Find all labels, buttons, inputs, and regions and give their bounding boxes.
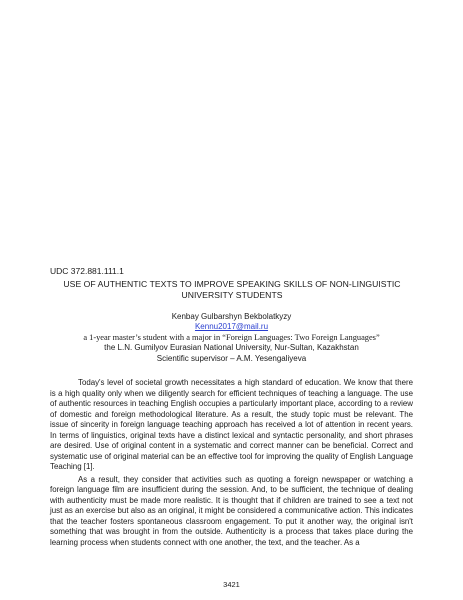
body-paragraph: As a result, they consider that activities such as quoting a foreign newspaper or watching a foreign language film are insufficient during the session. And, to be sufficient, the technique of dealing with authenticity must be made more realistic. It is thought that if children are trained to see a text not just as an exercise but also as an original, it might be considered a communicative action. This indicates that the teacher fosters spontaneous classroom engagement. To put it another way, the original isn't something that was brought in from the outside. Authenticity is a process that takes place during the learning process when students connect with one another, the text, and the teacher. As a — [50, 474, 414, 547]
author-affiliation: the L.N. Gumilyov Eurasian National University, Nur-Sultan, Kazakhstan — [104, 343, 359, 353]
author-position: a 1-year master’s student with a major in “Foreign Languages: Two Foreign Languages” — [83, 332, 380, 342]
author-email-link[interactable]: Kennu2017@mail.ru — [194, 322, 269, 332]
author-name: Kenbay Gulbarshyn Bekbolatkyzy — [171, 312, 292, 321]
body-text — [50, 378, 413, 550]
page-number: 3421 — [223, 580, 240, 589]
scientific-supervisor: Scientific supervisor – A.M. Yesengaliyeva — [156, 353, 307, 363]
body-paragraph: Today's level of societal growth necessitates a high standard of education. We know that there is a high quality only when we diligently search for efficient techniques of teaching a language. The use of authentic resources in teaching English occupies a particularly important place, according to a review of domestic and foreign methodological literature. As a result, the study topic must be relevant. The issue of sincerity in foreign language teaching approach has received a lot of attention in recent years. In terms of linguistics, original texts have a distinct lexical and syntactic personality, and short phrases are desired. Use of original content in a systematic and correct manner can be beneficial. Correct and systematic use of original material can be an effective tool for improving the quality of English Language Teaching [1]. — [50, 378, 413, 471]
udc-code: UDC 372.881.111.1 — [50, 266, 124, 276]
paper-title: USE OF AUTHENTIC TEXTS TO IMPROVE SPEAKING SKILLS OF NON-LINGUISTIC UNIVERSITY STUDENTS — [63, 279, 401, 300]
author-block — [60, 312, 403, 364]
